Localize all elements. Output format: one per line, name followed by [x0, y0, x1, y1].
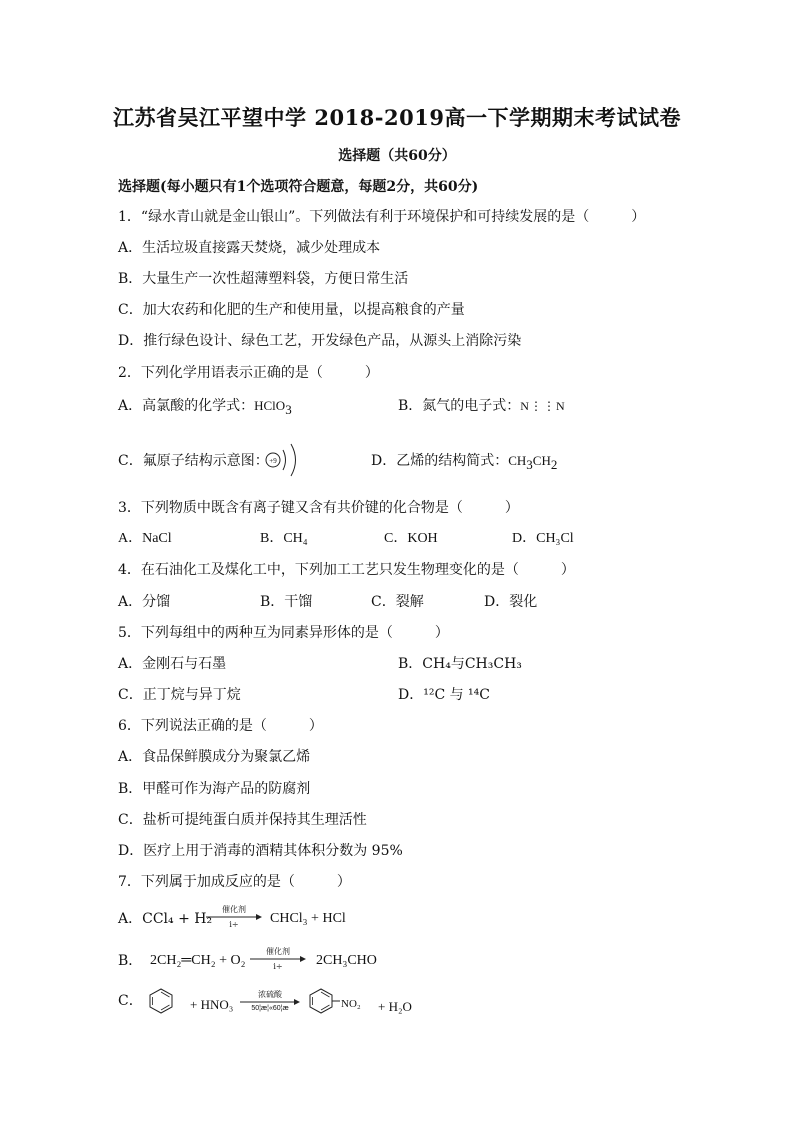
catalyst-label: 催化剂 [266, 947, 290, 956]
question-7-option-b-products: 2CH₃CHO [316, 953, 377, 968]
question-5-option-b[interactable]: B．CH₄与CH₃CH₃ [398, 656, 522, 672]
question-5-stem: 5．下列每组中的两种互为同素异形体的是（ ） [118, 625, 449, 641]
question-7-option-c-label[interactable]: C． [118, 993, 143, 1009]
question-3-option-a[interactable]: A．NaCl [118, 531, 172, 546]
question-7-stem: 7．下列属于加成反应的是（ ） [118, 874, 351, 890]
question-2-option-a[interactable] [118, 397, 292, 419]
question-7-option-c-products: + H₂O [378, 999, 412, 1014]
question-1-option-c[interactable]: C．加大农药和化肥的生产和使用量，以提高粮食的产量 [118, 302, 465, 318]
question-1-stem: 1．“绿水青山就是金山银山”。下列做法有利于环境保护和可持续发展的是（ ） [118, 209, 646, 225]
option-label: C．氟原子结构示意图： [118, 453, 269, 469]
question-4-option-a[interactable]: A．分馏 [118, 594, 171, 610]
question-3-stem: 3．下列物质中既含有离子键又含有共价键的化合物是（ ） [118, 500, 519, 516]
question-6-stem: 6．下列说法正确的是（ ） [118, 718, 323, 734]
formula-subscript: 2 [550, 456, 558, 472]
question-1-option-b[interactable]: B．大量生产一次性超薄塑料袋，方便日常生活 [118, 271, 409, 287]
formula-part: CH [508, 453, 527, 468]
question-6-option-b[interactable]: B．甲醛可作为海产品的防腐剂 [118, 781, 311, 797]
nucleus-charge: +9 [269, 457, 277, 465]
acid-catalyst-label: 浓硫酸 [258, 990, 282, 999]
question-7-option-b-reactants: 2CH₂═CH₂ + O₂ [150, 953, 246, 968]
question-1-option-d[interactable]: D．推行绿色设计、绿色工艺，开发绿色产品，从源头上消除污染 [118, 333, 522, 349]
question-4-option-c[interactable]: C．裂解 [371, 594, 424, 610]
question-2-option-d[interactable] [371, 452, 557, 474]
question-7-option-c-reagent: + HNO₃ [190, 997, 234, 1012]
option-label: D．乙烯的结构简式： [371, 453, 509, 469]
question-6-option-c[interactable]: C．盐析可提纯蛋白质并保持其生理活性 [118, 812, 367, 828]
formula-subscript: 3 [285, 401, 292, 417]
question-4-stem: 4．在石油化工及煤化工中，下列加工工艺只发生物理变化的是（ ） [118, 562, 575, 578]
question-5-option-c[interactable]: C．正丁烷与异丁烷 [118, 687, 241, 703]
temperature-label: 50¦æ¦«60¦æ [251, 1005, 289, 1012]
formula-part: CH [532, 453, 551, 468]
chemical-formula: HClO [254, 398, 286, 413]
formula-subscript: 3 [526, 456, 533, 472]
question-3-option-c[interactable]: C．KOH [384, 531, 438, 546]
question-5-option-a[interactable]: A．金刚石与石墨 [118, 656, 227, 672]
heat-label: i÷ [273, 962, 283, 971]
question-3-option-b[interactable]: B．CH₄ [260, 531, 308, 546]
question-4-option-b[interactable]: B．干馏 [260, 594, 313, 610]
question-5-option-d[interactable]: D．¹²C 与 ¹⁴C [398, 687, 490, 703]
question-7-option-a-reactants[interactable]: A．CCl₄ + H₂ [118, 911, 213, 927]
question-1-option-a[interactable]: A．生活垃圾直接露天焚烧，减少处理成本 [118, 240, 381, 256]
page-subtitle: 选择题（共60分） [338, 148, 456, 164]
question-6-option-a[interactable]: A．食品保鲜膜成分为聚氯乙烯 [118, 749, 311, 765]
question-2-option-b[interactable] [398, 397, 566, 415]
fluorine-atom-diagram-icon [262, 440, 304, 480]
option-label: B．氮气的电子式： [398, 398, 521, 414]
question-7-option-a-products: CHCl₃ + HCl [270, 911, 346, 926]
question-2-option-c[interactable] [118, 452, 269, 470]
page-title: 江苏省吴江平望中学 2018-2019高一下学期期末考试试卷 [113, 105, 681, 130]
electron-formula: N⋮⋮N [520, 399, 566, 413]
question-4-option-d[interactable]: D．裂化 [484, 594, 538, 610]
nitro-group-label: NO₂ [341, 998, 361, 1010]
catalyst-label: 催化剂 [222, 905, 246, 914]
section-heading: 选择题(每小题只有1个选项符合题意，每题2分，共60分) [118, 179, 479, 195]
question-7-option-b-label[interactable]: B． [118, 953, 143, 969]
question-3-option-d[interactable]: D．CH₃Cl [512, 531, 574, 546]
question-6-option-d[interactable]: D．医疗上用于消毒的酒精其体积分数为 95% [118, 843, 403, 859]
question-2-stem: 2．下列化学用语表示正确的是（ ） [118, 365, 379, 381]
heat-label: i÷ [229, 920, 239, 929]
option-label: A．高氯酸的化学式： [118, 398, 255, 414]
nitrobenzene-ring-icon [306, 986, 342, 1016]
benzene-ring-icon [146, 986, 176, 1016]
